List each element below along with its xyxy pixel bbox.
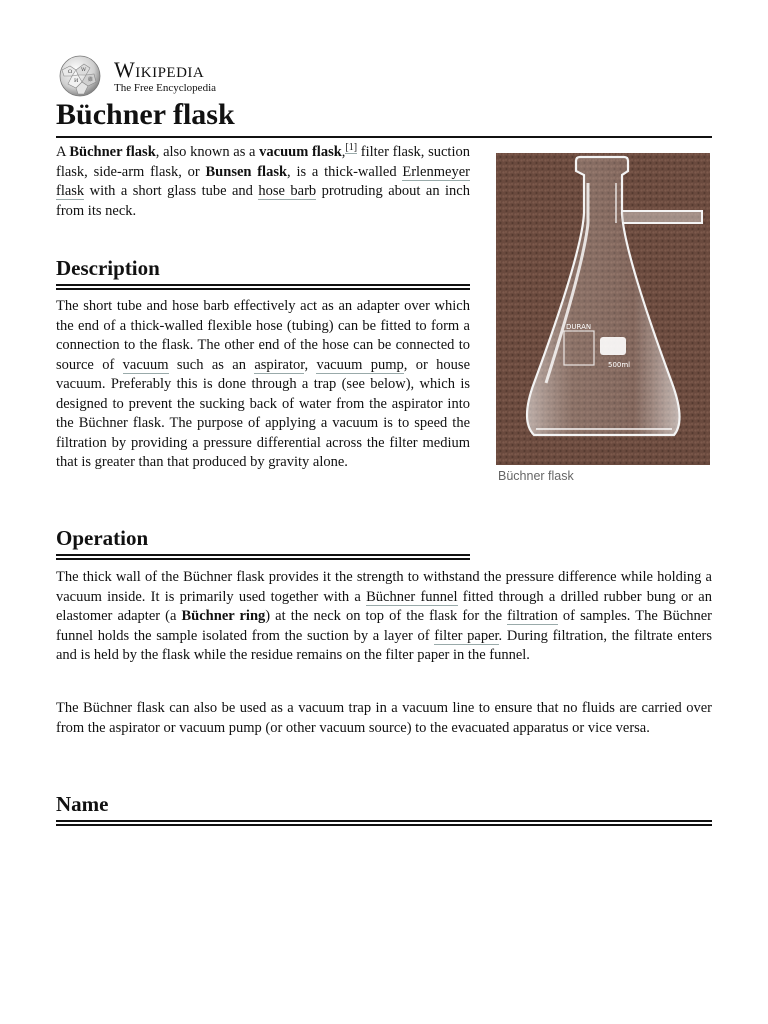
intro-text: protruding about an inch from its neck. — [56, 183, 470, 219]
wikipedia-subtitle: The Free Encyclopedia — [114, 81, 217, 94]
link-filter-paper[interactable]: filter paper — [434, 627, 499, 644]
link-filtration[interactable]: filtration — [507, 608, 558, 624]
figure-caption: Büchner flask — [498, 469, 574, 483]
intro-bold-buchner-flask: Büchner flask — [69, 144, 156, 160]
description-text: The short tube and hose barb effectively act as an adapter over which the end of a thick-walled flexible hose (tubing) can be fitted to form a connection to the flask. The other end of the hose can be connected to source of — [56, 298, 470, 373]
link-vacuum-pump[interactable]: vacuum pump — [316, 356, 404, 373]
intro-text: , — [341, 144, 346, 160]
intro-bold-bunsen-flask: Bunsen flask — [205, 163, 288, 180]
description-paragraph — [56, 297, 470, 473]
operation-paragraph-1 — [56, 568, 712, 666]
operation-text: fitted through a drilled rubber bung or an elastomer adapter (a — [56, 588, 712, 624]
description-text: , — [304, 356, 317, 373]
infobox-figure — [496, 153, 710, 483]
wikipedia-title: Wikipedia — [114, 56, 205, 82]
flask-brand-label: DURAN — [566, 323, 592, 331]
page-title: Büchner flask — [56, 96, 712, 138]
wikipedia-wordmark — [114, 56, 217, 94]
svg-text:維: 維 — [88, 77, 94, 83]
section-heading-description: Description — [56, 256, 160, 280]
intro-text: A — [56, 144, 70, 160]
link-hose-barb[interactable]: hose barb — [258, 183, 317, 199]
section-heading-operation: Operation — [56, 526, 149, 550]
operation-paragraph-2: The Büchner flask can also be used as a vacuum trap in a vacuum line to ensure that no fluids are carried over from the aspirator or vacuum pump (or other vacuum source) to the evacuated apparatus or vice versa. — [56, 700, 712, 736]
wikipedia-logo[interactable] — [56, 54, 216, 98]
operation-bold-buchner-ring: Büchner ring — [181, 608, 266, 624]
operation-text: ) at the neck on top of the flask for the — [265, 608, 508, 624]
description-text: such as an — [168, 356, 255, 373]
link-erlenmeyer-flask[interactable]: Erlenmeyer flask — [56, 163, 470, 199]
section-divider — [56, 554, 470, 560]
section-divider — [56, 284, 470, 290]
link-aspirator[interactable]: aspirator — [254, 356, 305, 373]
intro-text: filter flask, suction flask, side-arm flask, or — [56, 144, 470, 180]
svg-text:W: W — [81, 67, 87, 73]
buchner-flask-photo[interactable] — [496, 153, 710, 465]
wikipedia-globe-icon — [56, 54, 104, 98]
link-vacuum[interactable]: vacuum — [122, 356, 169, 373]
intro-text: with a short glass tube and — [84, 183, 259, 199]
operation-text: The thick wall of the Büchner flask provides it the strength to withstand the pressure difference while holding a vacuum inside. It is primarily used together with a — [56, 569, 712, 605]
section-divider — [56, 820, 712, 826]
operation-text: of samples. The Büchner funnel holds the sample isolated from the suction by a layer of — [56, 608, 712, 644]
description-text: , or house vacuum. Preferably this is done through a trap (see below), which is designed to prevent the sucking back of water from the aspirator into the Büchner flask. The purpose of applying a vacuum is to speed the filtration by providing a pressure differential across the filter medium that is greater than that produced by gravity alone. — [56, 356, 471, 470]
intro-text: , is a thick-walled — [287, 163, 403, 180]
operation-text: . During filtration, the filtrate enters and is held by the flask while the residue remains on the filter paper in the funnel. — [56, 627, 712, 663]
flask-volume-label: 500ml — [608, 361, 631, 369]
reference-link-1[interactable]: [1] — [345, 142, 358, 154]
section-heading-name: Name — [56, 792, 109, 816]
intro-text: , also known as a — [155, 144, 260, 160]
svg-text:Ω: Ω — [68, 69, 73, 75]
intro-paragraph — [56, 143, 470, 221]
link-buchner-funnel[interactable]: Büchner funnel — [366, 588, 458, 605]
intro-bold-vacuum-flask: vacuum flask — [259, 144, 342, 160]
svg-text:И: И — [74, 78, 79, 84]
